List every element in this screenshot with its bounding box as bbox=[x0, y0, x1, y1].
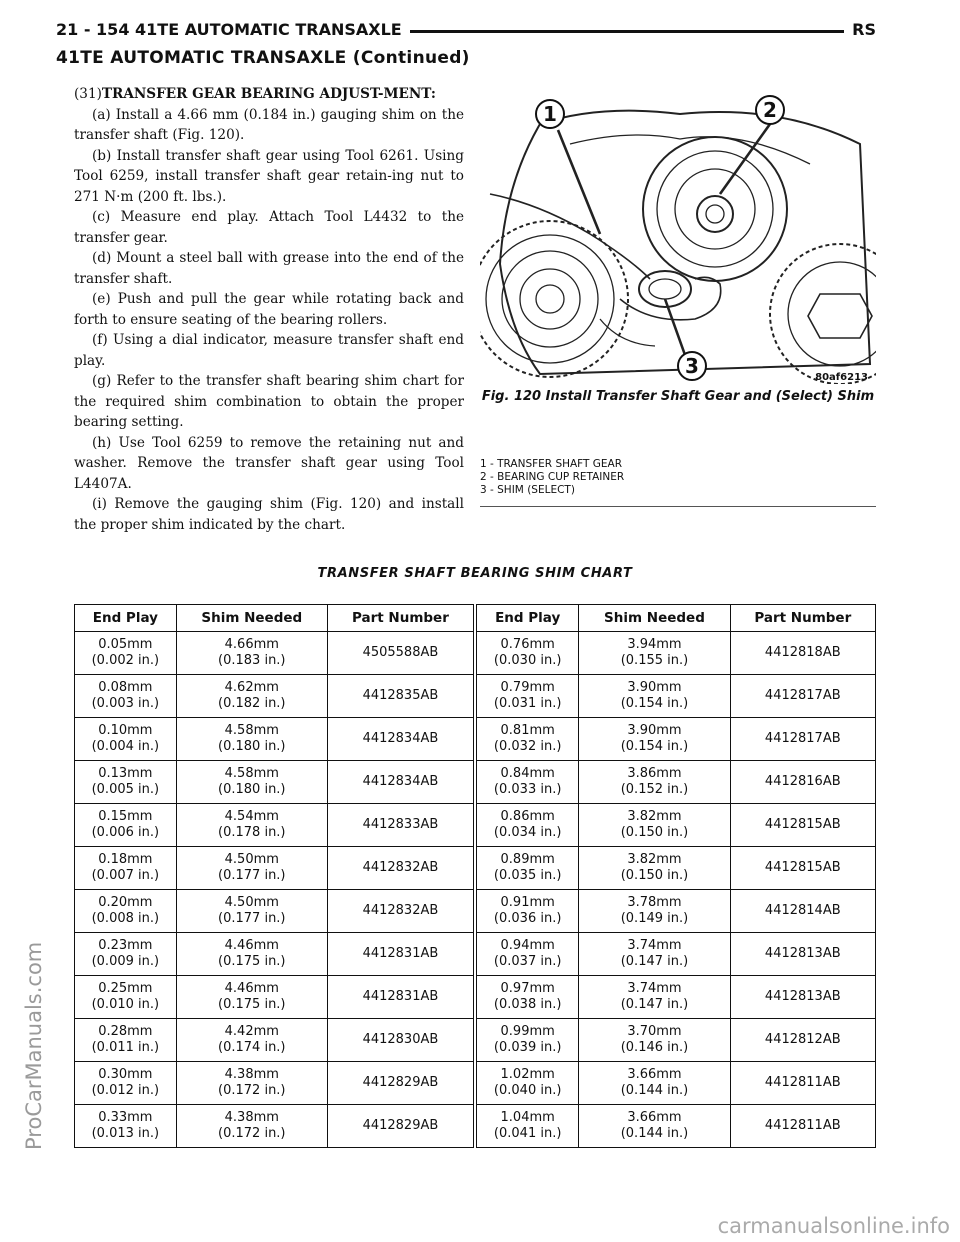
section-subtitle: 41TE AUTOMATIC TRANSAXLE (Continued) bbox=[56, 48, 470, 68]
table-row bbox=[75, 976, 876, 1019]
step-number: (31) bbox=[74, 86, 102, 102]
table-row bbox=[75, 890, 876, 933]
table-row bbox=[75, 804, 876, 847]
end-play-value: 1.04mm bbox=[500, 1110, 555, 1125]
part-number-value: 4412815AB bbox=[764, 817, 841, 832]
part-number-cell bbox=[730, 675, 875, 718]
part-number-value: 4412811AB bbox=[764, 1118, 841, 1133]
shim-needed-cell bbox=[176, 1062, 327, 1105]
part-number-cell bbox=[327, 761, 475, 804]
end-play-value-inches: (0.004 in.) bbox=[91, 739, 160, 754]
end-play-cell bbox=[75, 761, 177, 804]
end-play-value: 0.99mm bbox=[500, 1024, 555, 1039]
shim-needed-value-inches: (0.177 in.) bbox=[218, 868, 286, 883]
sub-step: (g) Refer to the transfer shaft bearing shim chart for the required shim combination to obtain the proper bearing setting. bbox=[74, 373, 464, 430]
shim-needed-value-inches: (0.144 in.) bbox=[620, 1083, 689, 1098]
column-header: End Play bbox=[475, 605, 579, 632]
step-title: TRANSFER GEAR BEARING ADJUST-MENT: bbox=[101, 86, 436, 102]
shim-needed-value: 4.62mm bbox=[224, 680, 279, 695]
sub-step: (d) Mount a steel ball with grease into the end of the transfer shaft. bbox=[74, 250, 464, 287]
end-play-value-inches: (0.008 in.) bbox=[91, 911, 160, 926]
part-number-value: 4412831AB bbox=[362, 989, 439, 1004]
table-row bbox=[75, 1062, 876, 1105]
side-watermark: ProCarManuals.com bbox=[22, 941, 46, 1150]
page-reference: 21 - 154 41TE AUTOMATIC TRANSAXLE bbox=[56, 20, 410, 39]
shim-needed-value-inches: (0.180 in.) bbox=[218, 739, 286, 754]
end-play-cell bbox=[75, 1105, 177, 1148]
shim-needed-value-inches: (0.155 in.) bbox=[620, 653, 689, 668]
shim-needed-value: 3.82mm bbox=[627, 852, 682, 867]
part-number-cell bbox=[327, 890, 475, 933]
part-number-value: 4412812AB bbox=[764, 1032, 841, 1047]
shim-needed-cell bbox=[176, 847, 327, 890]
column-header: Shim Needed bbox=[579, 605, 730, 632]
shim-needed-value-inches: (0.178 in.) bbox=[218, 825, 286, 840]
end-play-cell bbox=[475, 1105, 579, 1148]
end-play-value-inches: (0.011 in.) bbox=[91, 1040, 160, 1055]
legend-item: 3 - SHIM (SELECT) bbox=[480, 484, 575, 496]
procedure-text bbox=[74, 84, 464, 535]
shim-needed-cell bbox=[176, 976, 327, 1019]
shim-needed-value: 3.86mm bbox=[627, 766, 682, 781]
part-number-value: 4412833AB bbox=[362, 817, 439, 832]
part-number-value: 4412817AB bbox=[764, 731, 841, 746]
end-play-value: 0.18mm bbox=[98, 852, 153, 867]
shim-needed-value: 3.66mm bbox=[627, 1110, 682, 1125]
part-number-cell bbox=[730, 632, 875, 675]
part-number-cell bbox=[327, 1105, 475, 1148]
part-number-cell bbox=[730, 1105, 875, 1148]
end-play-value: 0.08mm bbox=[98, 680, 153, 695]
shim-needed-value: 3.74mm bbox=[627, 981, 682, 996]
shim-needed-value-inches: (0.147 in.) bbox=[620, 954, 689, 969]
figure-illustration bbox=[480, 84, 876, 384]
part-number-value: 4412829AB bbox=[362, 1118, 439, 1133]
shim-needed-value: 3.94mm bbox=[627, 637, 682, 652]
shim-needed-cell bbox=[579, 1105, 730, 1148]
shim-needed-cell bbox=[176, 804, 327, 847]
callout-3: 3 bbox=[685, 354, 699, 378]
end-play-value-inches: (0.013 in.) bbox=[91, 1126, 160, 1141]
shim-needed-value: 4.50mm bbox=[224, 852, 279, 867]
table-body bbox=[75, 632, 876, 1148]
part-number-cell bbox=[327, 718, 475, 761]
end-play-cell bbox=[75, 976, 177, 1019]
sub-step: (h) Use Tool 6259 to remove the retaining nut and washer. Remove the transfer shaft gear using Tool L4407A. bbox=[74, 434, 464, 492]
sub-step: (f) Using a dial indicator, measure transfer shaft end play. bbox=[74, 332, 464, 369]
part-number-value: 4412829AB bbox=[362, 1075, 439, 1090]
end-play-value-inches: (0.030 in.) bbox=[493, 653, 562, 668]
step-heading bbox=[74, 84, 464, 105]
part-number-value: 4412835AB bbox=[362, 688, 439, 703]
shim-needed-value-inches: (0.147 in.) bbox=[620, 997, 689, 1012]
end-play-value-inches: (0.034 in.) bbox=[493, 825, 562, 840]
end-play-cell bbox=[475, 890, 579, 933]
part-number-value: 4412830AB bbox=[362, 1032, 439, 1047]
shim-needed-cell bbox=[176, 675, 327, 718]
table-row bbox=[75, 1019, 876, 1062]
shim-needed-value: 3.78mm bbox=[627, 895, 682, 910]
shim-needed-value-inches: (0.150 in.) bbox=[620, 825, 689, 840]
shim-needed-cell bbox=[579, 632, 730, 675]
end-play-cell bbox=[475, 761, 579, 804]
shim-needed-value-inches: (0.146 in.) bbox=[620, 1040, 689, 1055]
shim-needed-value-inches: (0.174 in.) bbox=[218, 1040, 286, 1055]
shim-needed-value: 3.74mm bbox=[627, 938, 682, 953]
shim-needed-value-inches: (0.150 in.) bbox=[620, 868, 689, 883]
sub-step: (c) Measure end play. Attach Tool L4432 to the transfer gear. bbox=[74, 209, 464, 246]
part-number-value: 4412816AB bbox=[764, 774, 841, 789]
shim-needed-value: 4.38mm bbox=[224, 1067, 279, 1082]
footer-watermark: carmanualsonline.info bbox=[717, 1214, 950, 1238]
end-play-cell bbox=[75, 933, 177, 976]
end-play-value: 0.89mm bbox=[500, 852, 555, 867]
shim-needed-value: 4.42mm bbox=[224, 1024, 279, 1039]
table-row bbox=[75, 632, 876, 675]
end-play-value: 0.97mm bbox=[500, 981, 555, 996]
callout-2: 2 bbox=[763, 98, 777, 122]
end-play-value: 0.10mm bbox=[98, 723, 153, 738]
end-play-value-inches: (0.040 in.) bbox=[493, 1083, 562, 1098]
end-play-cell bbox=[475, 1062, 579, 1105]
end-play-value: 0.33mm bbox=[98, 1110, 153, 1125]
end-play-cell bbox=[75, 675, 177, 718]
shim-needed-value-inches: (0.183 in.) bbox=[218, 653, 286, 668]
shim-needed-value-inches: (0.182 in.) bbox=[218, 696, 286, 711]
part-number-value: 4412818AB bbox=[764, 645, 841, 660]
table-row bbox=[75, 675, 876, 718]
end-play-value: 0.79mm bbox=[500, 680, 555, 695]
end-play-value: 0.76mm bbox=[500, 637, 555, 652]
end-play-value-inches: (0.035 in.) bbox=[493, 868, 562, 883]
end-play-cell bbox=[475, 976, 579, 1019]
shim-needed-cell bbox=[579, 1062, 730, 1105]
part-number-cell bbox=[327, 632, 475, 675]
shim-needed-value: 3.66mm bbox=[627, 1067, 682, 1082]
table-row bbox=[75, 933, 876, 976]
end-play-cell bbox=[475, 1019, 579, 1062]
shim-needed-value: 4.50mm bbox=[224, 895, 279, 910]
part-number-cell bbox=[730, 933, 875, 976]
shim-needed-value: 4.54mm bbox=[224, 809, 279, 824]
end-play-value-inches: (0.003 in.) bbox=[91, 696, 160, 711]
part-number-value: 4505588AB bbox=[362, 645, 439, 660]
column-header: End Play bbox=[75, 605, 177, 632]
shim-chart-table bbox=[74, 604, 876, 1148]
end-play-value: 0.28mm bbox=[98, 1024, 153, 1039]
column-header: Part Number bbox=[730, 605, 875, 632]
shim-needed-value-inches: (0.180 in.) bbox=[218, 782, 286, 797]
shim-needed-value: 3.70mm bbox=[627, 1024, 682, 1039]
shim-needed-value-inches: (0.175 in.) bbox=[218, 954, 286, 969]
column-header: Part Number bbox=[327, 605, 475, 632]
end-play-value: 0.91mm bbox=[500, 895, 555, 910]
end-play-cell bbox=[475, 675, 579, 718]
table-row bbox=[75, 847, 876, 890]
part-number-cell bbox=[327, 675, 475, 718]
shim-needed-cell bbox=[579, 761, 730, 804]
part-number-cell bbox=[327, 976, 475, 1019]
end-play-value: 0.05mm bbox=[98, 637, 153, 652]
shim-needed-cell bbox=[176, 1105, 327, 1148]
shim-needed-cell bbox=[579, 804, 730, 847]
shim-needed-value: 4.66mm bbox=[224, 637, 279, 652]
part-number-value: 4412811AB bbox=[764, 1075, 841, 1090]
part-number-cell bbox=[327, 1062, 475, 1105]
part-number-cell bbox=[327, 1019, 475, 1062]
chart-title: TRANSFER SHAFT BEARING SHIM CHART bbox=[317, 566, 633, 581]
end-play-value: 0.94mm bbox=[500, 938, 555, 953]
part-number-value: 4412815AB bbox=[764, 860, 841, 875]
end-play-cell bbox=[75, 804, 177, 847]
part-number-cell bbox=[730, 847, 875, 890]
end-play-value-inches: (0.005 in.) bbox=[91, 782, 160, 797]
part-number-cell bbox=[327, 804, 475, 847]
end-play-cell bbox=[75, 1062, 177, 1105]
table-row bbox=[75, 761, 876, 804]
part-number-value: 4412834AB bbox=[362, 731, 439, 746]
part-number-cell bbox=[730, 1062, 875, 1105]
part-number-value: 4412832AB bbox=[362, 860, 439, 875]
shim-needed-cell bbox=[176, 1019, 327, 1062]
end-play-value-inches: (0.041 in.) bbox=[493, 1126, 562, 1141]
shim-needed-cell bbox=[579, 933, 730, 976]
end-play-value-inches: (0.039 in.) bbox=[493, 1040, 562, 1055]
end-play-value: 0.86mm bbox=[500, 809, 555, 824]
legend-rule bbox=[480, 506, 876, 507]
table-header-row bbox=[75, 605, 876, 632]
end-play-value-inches: (0.037 in.) bbox=[493, 954, 562, 969]
shim-needed-cell bbox=[579, 1019, 730, 1062]
part-number-value: 4412831AB bbox=[362, 946, 439, 961]
shim-needed-value: 3.90mm bbox=[627, 723, 682, 738]
end-play-value-inches: (0.009 in.) bbox=[91, 954, 160, 969]
sub-step: (e) Push and pull the gear while rotating back and forth to ensure seating of the bearing rollers. bbox=[74, 291, 464, 328]
end-play-value: 0.23mm bbox=[98, 938, 153, 953]
shim-needed-value: 3.90mm bbox=[627, 680, 682, 695]
shim-needed-value: 3.82mm bbox=[627, 809, 682, 824]
end-play-value-inches: (0.012 in.) bbox=[91, 1083, 160, 1098]
part-number-cell bbox=[730, 976, 875, 1019]
end-play-cell bbox=[75, 847, 177, 890]
shim-needed-value: 4.38mm bbox=[224, 1110, 279, 1125]
shim-needed-value-inches: (0.175 in.) bbox=[218, 997, 286, 1012]
legend-item: 2 - BEARING CUP RETAINER bbox=[480, 471, 625, 483]
shim-needed-value: 4.46mm bbox=[224, 938, 279, 953]
end-play-value-inches: (0.007 in.) bbox=[91, 868, 160, 883]
table-row bbox=[75, 718, 876, 761]
sub-step: (a) Install a 4.66 mm (0.184 in.) gauging shim on the transfer shaft (Fig. 120). bbox=[74, 106, 464, 143]
end-play-value-inches: (0.006 in.) bbox=[91, 825, 160, 840]
column-header: Shim Needed bbox=[176, 605, 327, 632]
end-play-value-inches: (0.031 in.) bbox=[493, 696, 562, 711]
part-number-cell bbox=[730, 804, 875, 847]
end-play-value: 0.25mm bbox=[98, 981, 153, 996]
part-number-value: 4412813AB bbox=[764, 989, 841, 1004]
end-play-cell bbox=[75, 718, 177, 761]
end-play-value-inches: (0.036 in.) bbox=[493, 911, 562, 926]
legend-item: 1 - TRANSFER SHAFT GEAR bbox=[480, 458, 623, 470]
part-number-cell bbox=[730, 718, 875, 761]
end-play-value: 0.15mm bbox=[98, 809, 153, 824]
end-play-value-inches: (0.038 in.) bbox=[493, 997, 562, 1012]
shim-needed-cell bbox=[176, 933, 327, 976]
shim-needed-value-inches: (0.172 in.) bbox=[218, 1126, 286, 1141]
end-play-value-inches: (0.033 in.) bbox=[493, 782, 562, 797]
shim-needed-value-inches: (0.152 in.) bbox=[620, 782, 689, 797]
end-play-cell bbox=[75, 1019, 177, 1062]
shim-needed-value: 4.46mm bbox=[224, 981, 279, 996]
part-number-cell bbox=[730, 890, 875, 933]
end-play-value: 0.81mm bbox=[500, 723, 555, 738]
shim-needed-cell bbox=[176, 761, 327, 804]
end-play-value: 0.84mm bbox=[500, 766, 555, 781]
end-play-cell bbox=[475, 804, 579, 847]
shim-needed-cell bbox=[176, 632, 327, 675]
end-play-value-inches: (0.010 in.) bbox=[91, 997, 160, 1012]
part-number-value: 4412834AB bbox=[362, 774, 439, 789]
end-play-value-inches: (0.032 in.) bbox=[493, 739, 562, 754]
part-number-cell bbox=[730, 1019, 875, 1062]
shim-needed-value: 4.58mm bbox=[224, 766, 279, 781]
shim-needed-value-inches: (0.144 in.) bbox=[620, 1126, 689, 1141]
part-number-cell bbox=[327, 933, 475, 976]
part-number-value: 4412814AB bbox=[764, 903, 841, 918]
shim-needed-cell bbox=[176, 718, 327, 761]
end-play-cell bbox=[475, 718, 579, 761]
part-number-cell bbox=[327, 847, 475, 890]
end-play-value: 0.20mm bbox=[98, 895, 153, 910]
callout-1: 1 bbox=[543, 102, 557, 126]
manual-code: RS bbox=[844, 20, 876, 39]
shim-needed-value-inches: (0.154 in.) bbox=[620, 739, 689, 754]
shim-needed-cell bbox=[579, 976, 730, 1019]
shim-needed-cell bbox=[579, 890, 730, 933]
figure-legend bbox=[480, 458, 876, 497]
shim-needed-cell bbox=[579, 847, 730, 890]
end-play-value: 1.02mm bbox=[500, 1067, 555, 1082]
sub-step: (b) Install transfer shaft gear using Tool 6261. Using Tool 6259, install transfer shaft gear retain-ing nut to 271 N·m (200 ft. lbs.). bbox=[74, 147, 464, 205]
end-play-value: 0.13mm bbox=[98, 766, 153, 781]
table-row bbox=[75, 1105, 876, 1148]
shim-needed-value-inches: (0.149 in.) bbox=[620, 911, 689, 926]
shim-needed-value-inches: (0.177 in.) bbox=[218, 911, 286, 926]
shim-needed-cell bbox=[176, 890, 327, 933]
end-play-cell bbox=[75, 632, 177, 675]
end-play-value-inches: (0.002 in.) bbox=[91, 653, 160, 668]
end-play-cell bbox=[475, 847, 579, 890]
part-number-cell bbox=[730, 761, 875, 804]
figure-code: 80af6213 bbox=[815, 372, 868, 383]
shim-needed-cell bbox=[579, 675, 730, 718]
part-number-value: 4412817AB bbox=[764, 688, 841, 703]
part-number-value: 4412813AB bbox=[764, 946, 841, 961]
end-play-cell bbox=[75, 890, 177, 933]
figure-caption: Fig. 120 Install Transfer Shaft Gear and (Select) Shim bbox=[481, 389, 875, 404]
sub-step: (i) Remove the gauging shim (Fig. 120) and install the proper shim indicated by the chart. bbox=[74, 496, 464, 533]
shim-needed-value-inches: (0.154 in.) bbox=[620, 696, 689, 711]
shim-needed-cell bbox=[579, 718, 730, 761]
end-play-cell bbox=[475, 632, 579, 675]
shim-needed-value: 4.58mm bbox=[224, 723, 279, 738]
end-play-cell bbox=[475, 933, 579, 976]
shim-needed-value-inches: (0.172 in.) bbox=[218, 1083, 286, 1098]
page-header bbox=[56, 14, 876, 44]
end-play-value: 0.30mm bbox=[98, 1067, 153, 1082]
part-number-value: 4412832AB bbox=[362, 903, 439, 918]
